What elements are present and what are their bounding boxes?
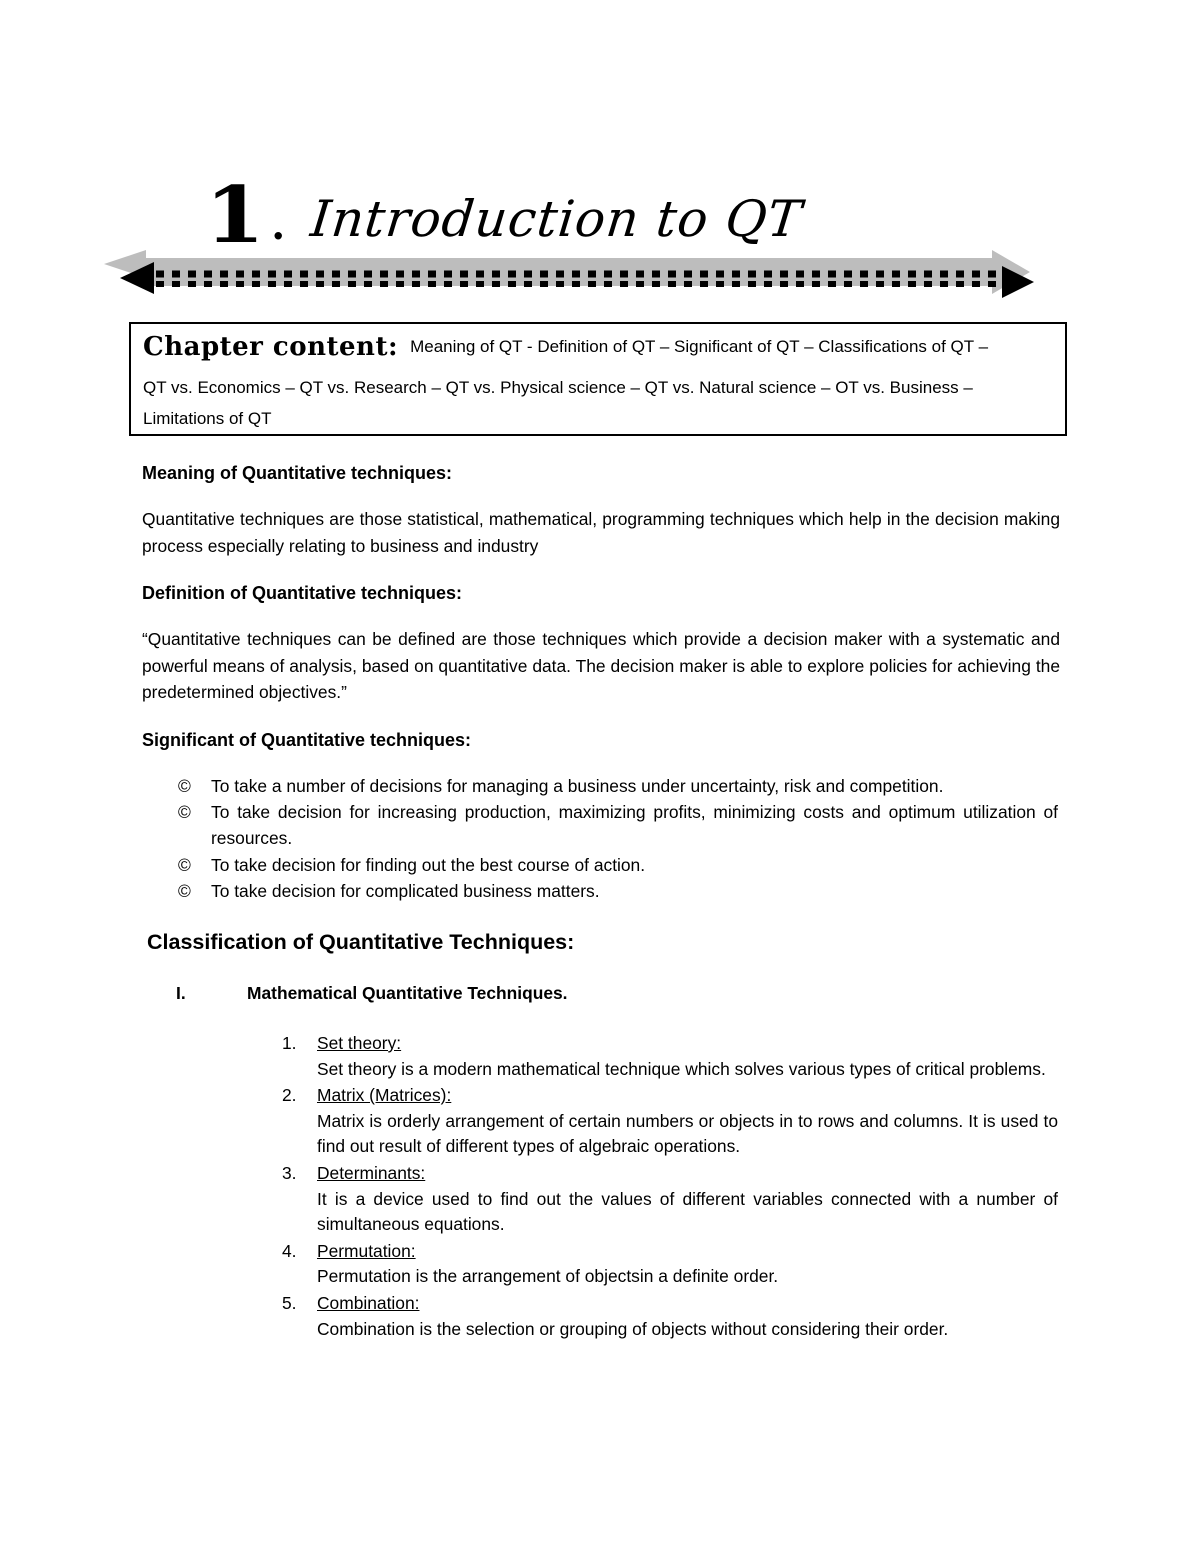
chapter-content-line-2: QT vs. Economics – QT vs. Research – QT vs. Physical science – QT vs. Natural science – OT vs. Business – xyxy=(143,378,973,397)
significant-heading: Significant of Quantitative techniques: xyxy=(142,730,472,750)
meaning-heading: Meaning of Quantitative techniques: xyxy=(142,463,453,483)
classification-heading: Classification of Quantitative Techniques: xyxy=(147,930,575,954)
item-title: Matrix (Matrices): xyxy=(317,1085,452,1106)
list-item: 5. Combination: Combination is the selection or grouping of objects without considering their order. xyxy=(282,1291,1058,1342)
item-title: Set theory: xyxy=(317,1033,402,1053)
item-description: Permutation is the arrangement of objectsin a definite order. xyxy=(317,1266,779,1287)
chapter-content-label: Chapter content: xyxy=(143,332,399,362)
meaning-text: Quantitative techniques are those statistical, mathematical, programming techniques which help in the decision making process especially relating to business and industry xyxy=(142,509,1060,556)
definition-text: “Quantitative techniques can be defined are those techniques which provide a decision maker with a systematic and powerful means of analysis, based on quantitative data. The decision maker is able to explore policies for achieving the predetermined objectives.” xyxy=(142,629,1060,702)
item-description: Set theory is a modern mathematical technique which solves various types of critical problems. xyxy=(317,1058,1046,1079)
classification-section-title xyxy=(176,981,568,1005)
copyright-bullet-icon: © xyxy=(178,802,191,823)
item-description: Combination is the selection or grouping of objects without considering their order. xyxy=(317,1318,949,1339)
list-item: 2. Matrix (Matrices): Matrix is orderly arrangement of certain numbers or objects in to rows and columns. It is used to find out result of different types of algebraic operations. xyxy=(282,1083,1058,1160)
chapter-title xyxy=(205,170,806,261)
list-item: © To take a number of decisions for managing a business under uncertainty, risk and competition. xyxy=(178,773,1058,799)
significant-list xyxy=(178,773,1058,904)
chapter-content-text-1: Meaning of QT - Definition of QT – Significant of QT – Classifications of QT – xyxy=(410,337,989,356)
classification-list xyxy=(282,1031,1058,1343)
chapter-content-box xyxy=(129,322,1067,436)
arrow-divider-icon xyxy=(104,250,1034,300)
definition-heading: Definition of Quantitative techniques: xyxy=(142,583,463,603)
chapter-number-dot: . xyxy=(271,202,286,249)
item-description: It is a device used to find out the values of different variables connected with a number of simultaneous equations. xyxy=(317,1188,1058,1235)
item-title: Determinants: xyxy=(317,1162,426,1183)
section-title: Mathematical Quantitative Techniques. xyxy=(247,983,568,1003)
list-item: © To take decision for complicated business matters. xyxy=(178,878,1058,904)
chapter-number: 1 xyxy=(205,170,263,261)
item-title: Combination: xyxy=(317,1292,420,1313)
chapter-content-line-1 xyxy=(143,332,989,362)
list-item: © To take decision for increasing production, maximizing profits, minimizing costs and optimum utilization of resources. xyxy=(178,799,1058,851)
item-description: Matrix is orderly arrangement of certain numbers or objects in to rows and columns. It is used to find out result of different types of algebraic operations. xyxy=(317,1110,1058,1157)
list-item: 1. Set theory: Set theory is a modern mathematical technique which solves various types of critical problems. xyxy=(282,1031,1058,1082)
section-number: I. xyxy=(176,983,186,1003)
item-title: Permutation: xyxy=(317,1240,416,1261)
copyright-bullet-icon: © xyxy=(178,880,191,901)
chapter-title-text: Introduction to QT xyxy=(308,190,806,248)
list-item: 4. Permutation: Permutation is the arrangement of objectsin a definite order. xyxy=(282,1239,1058,1290)
copyright-bullet-icon: © xyxy=(178,776,191,796)
chapter-content-line-3: Limitations of QT xyxy=(143,409,272,428)
list-item: 3. Determinants: It is a device used to find out the values of different variables connected with a number of simultaneous equations. xyxy=(282,1161,1058,1238)
copyright-bullet-icon: © xyxy=(178,854,191,875)
list-item: © To take decision for finding out the best course of action. xyxy=(178,852,1058,878)
